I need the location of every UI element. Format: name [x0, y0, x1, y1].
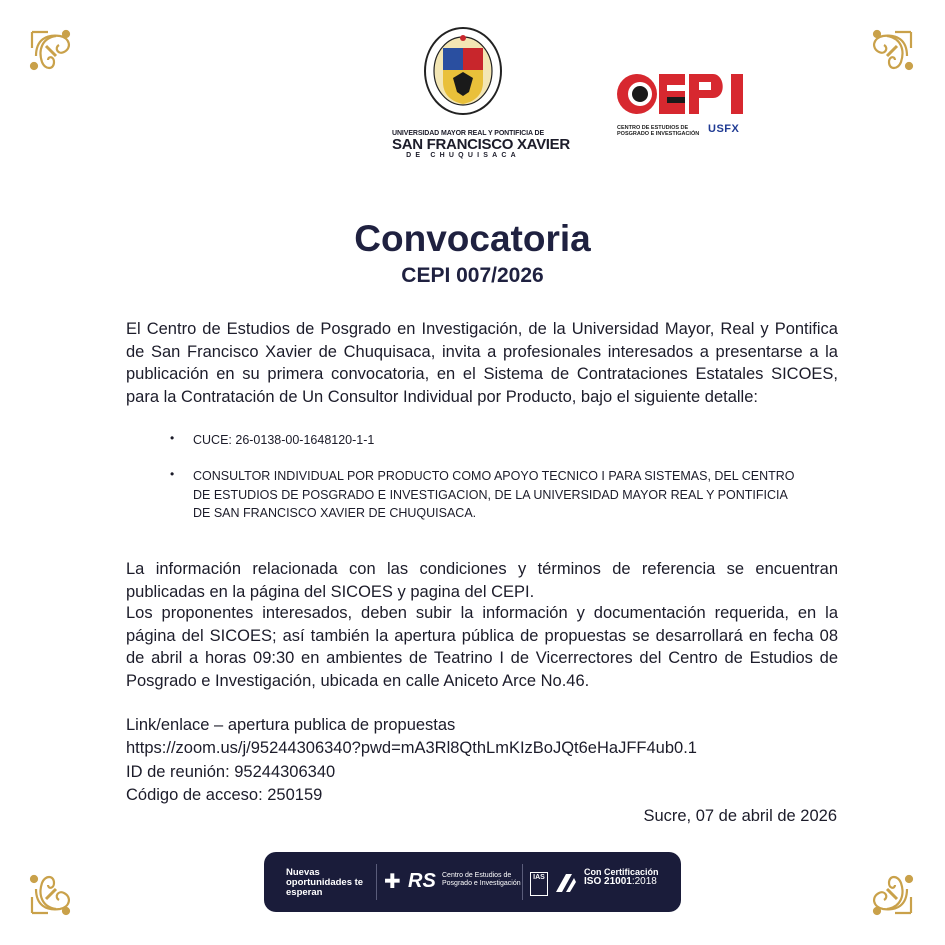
meeting-url[interactable]: https://zoom.us/j/95244306340?pwd=mA3Rl8QthLmKIzBoJQt6eHaJFF4ub0.1 [126, 739, 697, 757]
page-subtitle: CEPI 007/2026 [401, 264, 544, 287]
university-name-line1: UNIVERSIDAD MAYOR REAL Y PONTIFICIA DE [392, 130, 545, 137]
list-item: CONSULTOR INDIVIDUAL POR PRODUCTO COMO APOYO TECNICO I PARA SISTEMAS, DEL CENTRO DE ESTUDIOS DE POSGRADO E INVESTIGACION, DE LA UNIVERSIDAD MAYOR REAL Y PONTIFICIA DE SAN FRANCISCO XAVIER DE CHUQUISACA. [193, 469, 795, 520]
university-name-line3: DE CHUQUISACA [406, 152, 520, 159]
cepi-logo [615, 72, 755, 144]
footer-banner [264, 852, 681, 912]
date-line: Sucre, 07 de abril de 2026 [643, 807, 837, 825]
cert-label: Con Certificación [584, 867, 659, 877]
footer-divider [522, 864, 523, 900]
iso-label: ISO 21001 [584, 876, 632, 887]
meeting-id: ID de reunión: 95244306340 [126, 763, 336, 781]
footer-certification [584, 867, 674, 887]
meeting-link-label: Link/enlace – apertura publica de propuestas [126, 716, 456, 734]
certification-icon [552, 870, 578, 896]
footer-tagline: Nuevas oportunidades te esperan [286, 867, 364, 898]
university-logo [392, 26, 570, 171]
corner-ornament-bottom-right [855, 857, 917, 919]
info-paragraph-2: Los proponentes interesados, deben subir la información y documentación requerida, en la página del SICOES; así también la apertura pública de propuestas se desarrollará en fecha 08 de abril a horas 09:30 en ambientes de Teatrino I de Vicerrectores del Centro de Estudios de Posgrado e Investigación, ubicada en calle Aniceto Arce No.46. [126, 604, 838, 690]
rs-mark: RS [408, 870, 436, 892]
cepi-usfx: USFX [708, 123, 740, 135]
corner-ornament-bottom-left [26, 857, 88, 919]
list-item: CUCE: 26-0138-00-1648120-1-1 [193, 433, 375, 447]
cepi-wordmark-icon [615, 72, 755, 116]
bullet-dot: • [170, 467, 175, 481]
info-paragraph-1: La información relacionada con las condiciones y términos de referencia se encuentran publicadas en la página del SICOES y pagina del CEPI. [126, 560, 838, 601]
footer-divider [376, 864, 377, 900]
rs-text: Centro de Estudios de Posgrado e Investigación [442, 872, 521, 887]
corner-ornament-top-left [26, 26, 88, 88]
rs-cross-icon: ✚ [384, 871, 401, 893]
intro-paragraph: El Centro de Estudios de Posgrado en Investigación, de la Universidad Mayor, Real y Pontifica de San Francisco Xavier de Chuquisaca, invita a profesionales interesados a presentarse a la publicación en su primera convocatoria, en el Sistema de Contrataciones Estatales SICOES, para la Contratación de Un Consultor Individual por Producto, bajo el siguiente detalle: [126, 320, 838, 406]
iso-year: :2018 [631, 876, 657, 887]
page-title: Convocatoria [354, 218, 591, 259]
bullet-dot: • [170, 431, 175, 445]
meeting-code: Código de acceso: 250159 [126, 786, 323, 804]
footer-rs-logo [384, 870, 524, 896]
university-seal-icon [421, 26, 505, 116]
ias-badge: IAS [530, 872, 548, 896]
cepi-subtitle: CENTRO DE ESTUDIOS DE POSGRADO E INVESTIGACIÓN [617, 125, 700, 137]
corner-ornament-top-right [855, 26, 917, 88]
university-name-line2: SAN FRANCISCO XAVIER [392, 136, 570, 153]
